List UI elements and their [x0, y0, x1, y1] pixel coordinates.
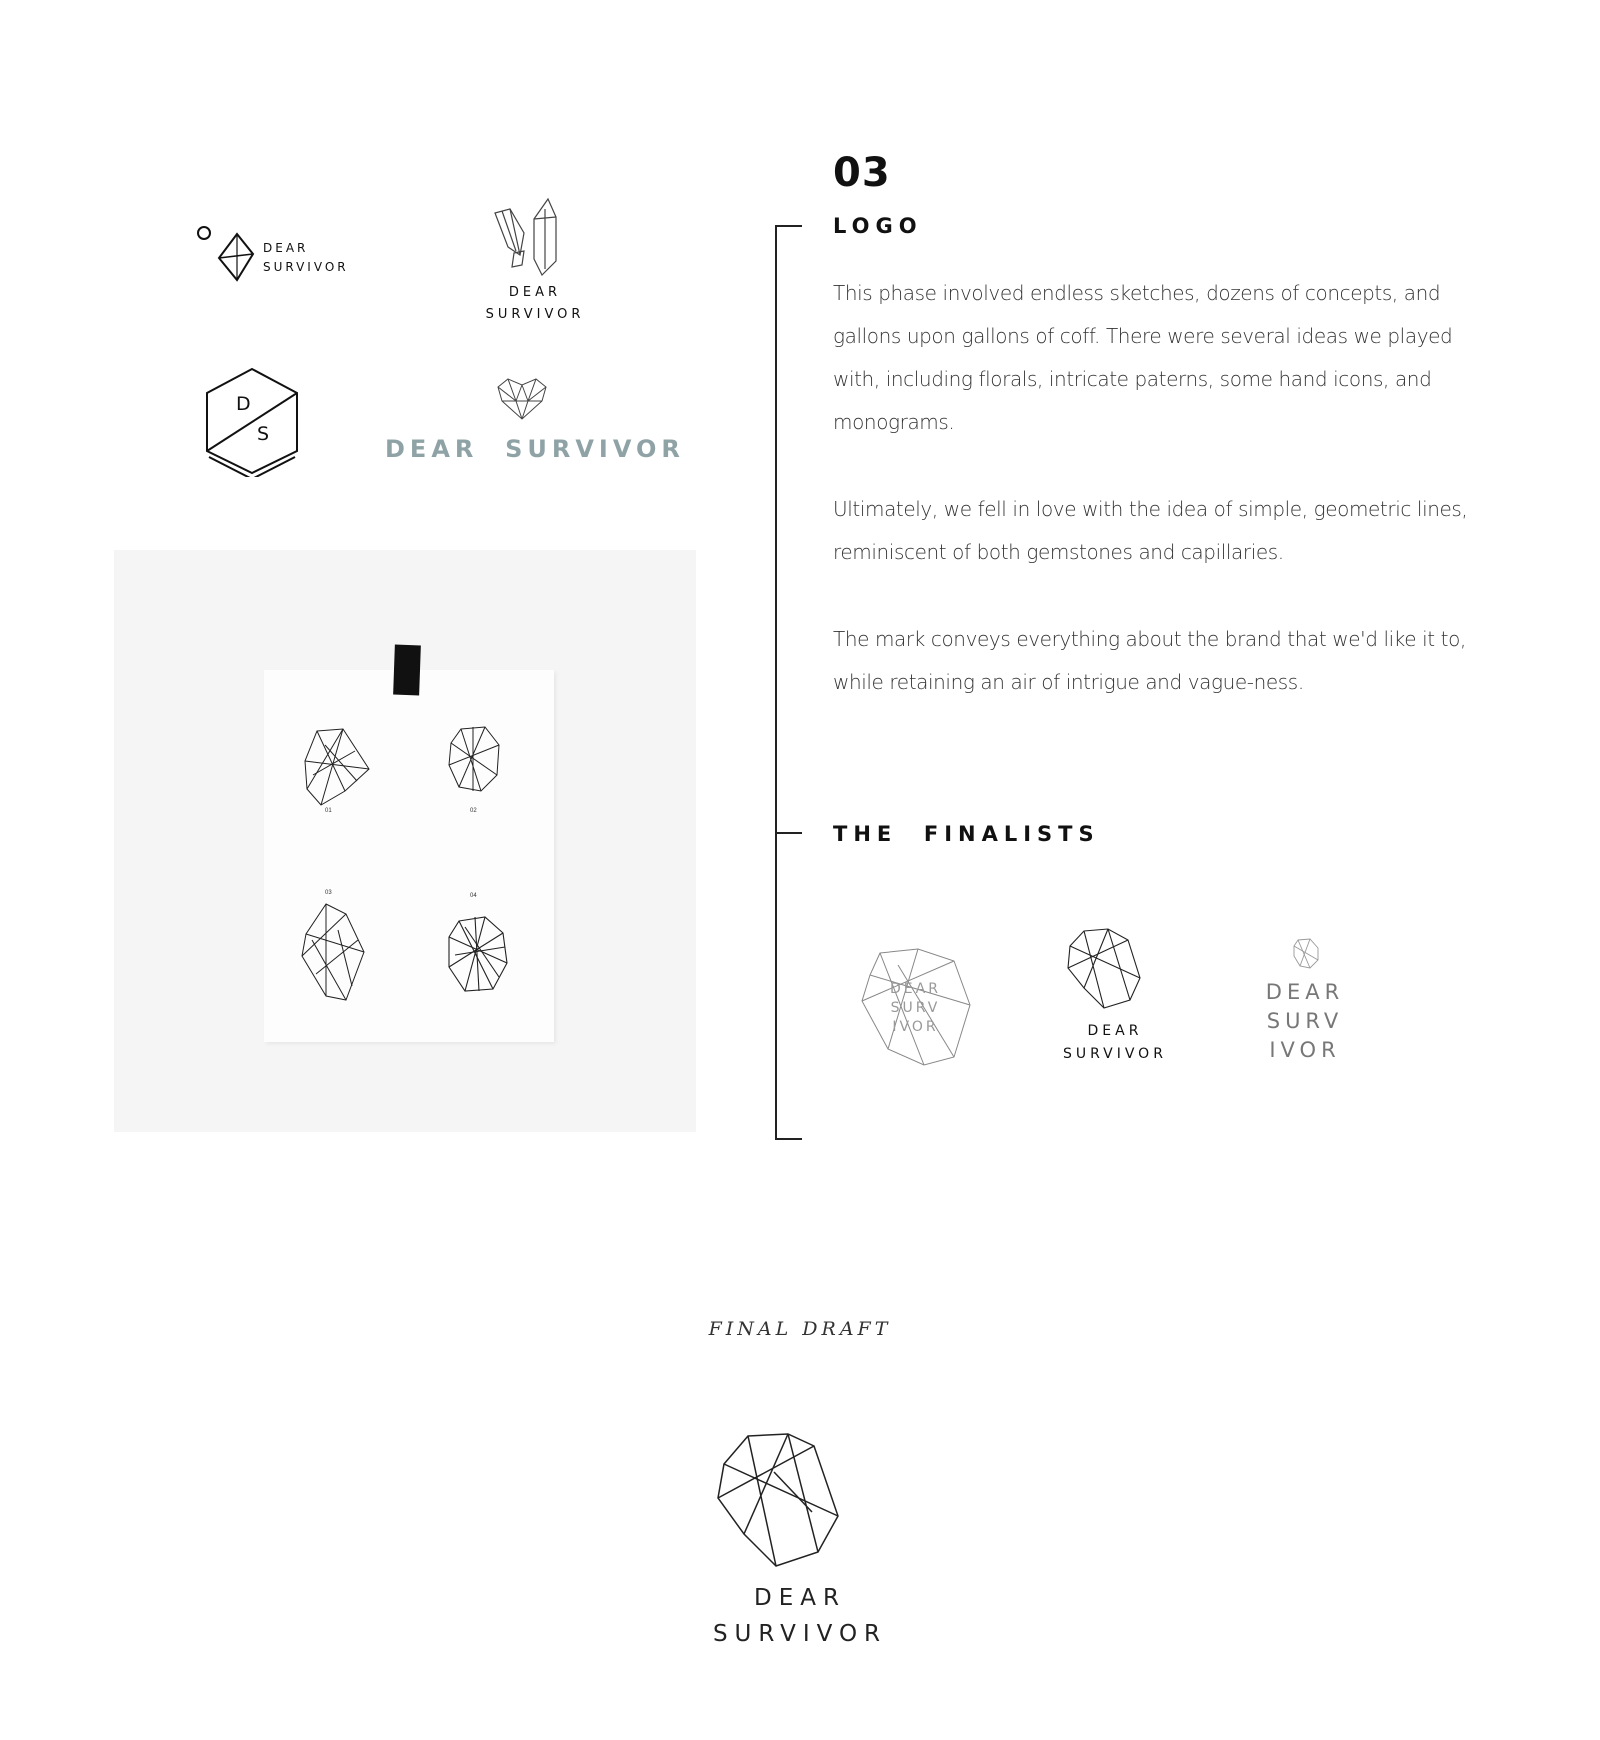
finalist-1-line2: SURV [890, 1000, 941, 1016]
crystal-cluster-icon [490, 195, 580, 277]
body-paragraph-2: Ultimately, we fell in love with the idea of simple, geometric lines, reminiscent of both gemstones and capillaries. [833, 497, 1468, 564]
finalist-logo-3 [1250, 938, 1360, 1068]
bracket-tick-top [775, 225, 802, 227]
geometric-heart-icon [496, 377, 548, 421]
concept-2-line2: SURVIVOR [485, 307, 585, 322]
sketch-label-1: 01 [325, 808, 332, 814]
finalist-3-line2: SURV [1266, 1009, 1344, 1033]
bracket-vertical [775, 225, 777, 1140]
monogram-bottom: S [257, 423, 270, 445]
body-paragraph-1: This phase involved endless sketches, dozens of concepts, and gallons upon gallons of coff. There were several ideas we played with, including florals, intricate paterns, some hand icons, and monograms. [833, 281, 1453, 434]
polygon-gem-icon [1292, 938, 1320, 970]
sketch-gem-2-icon [445, 725, 505, 795]
bracket-tick-bottom [775, 1138, 802, 1140]
concept-2-line1: DEAR [508, 285, 562, 300]
sketch-gem-3-icon [298, 900, 368, 1005]
finalist-1-line1: DEAR [890, 981, 941, 997]
sketch-label-2: 02 [470, 808, 477, 814]
section-title: LOGO [833, 214, 923, 238]
polygon-gem-icon [1064, 928, 1144, 1010]
final-wordmark-line1: DEAR [754, 1585, 846, 1611]
sketch-gem-1-icon [295, 725, 375, 815]
final-logo-icon [714, 1432, 840, 1568]
tape-strip [393, 645, 421, 696]
finalist-2-line1: DEAR [1087, 1023, 1143, 1039]
final-draft-label: FINAL DRAFT [708, 1318, 892, 1340]
bracket-tick-middle [775, 832, 802, 834]
concept-logo-4 [385, 375, 685, 465]
diamond-outline-icon [195, 224, 255, 284]
finalist-logo-1 [858, 945, 973, 1070]
sketch-label-4: 04 [470, 893, 477, 899]
concept-1-line2: SURVIVOR [263, 260, 349, 274]
concept-logo-3 [205, 367, 299, 477]
finalist-3-line3: IVOR [1269, 1038, 1341, 1062]
concept-logo-2 [470, 195, 600, 325]
finalist-3-line1: DEAR [1265, 980, 1345, 1004]
section-number: 03 [833, 150, 891, 196]
final-wordmark-line2: SURVIVOR [712, 1621, 888, 1647]
finalist-logo-2 [1050, 928, 1180, 1068]
finalist-1-line3: IVOR [892, 1019, 939, 1035]
concept-4-wordmark: DEAR SURVIVOR [385, 435, 685, 463]
sketch-gem-4-icon [445, 915, 510, 995]
hexagon-monogram-icon [205, 367, 299, 477]
concept-logo-1 [195, 224, 365, 284]
concept-1-line1: DEAR [263, 241, 309, 255]
finalist-2-line2: SURVIVOR [1063, 1046, 1167, 1062]
section-body [833, 272, 1483, 748]
sketch-label-3: 03 [325, 890, 332, 896]
finalists-title: THE FINALISTS [833, 822, 1100, 846]
body-paragraph-3: The mark conveys everything about the brand that we'd like it to, while retaining an air of intrigue and vague-ness. [833, 627, 1466, 694]
monogram-top: D [236, 393, 251, 415]
